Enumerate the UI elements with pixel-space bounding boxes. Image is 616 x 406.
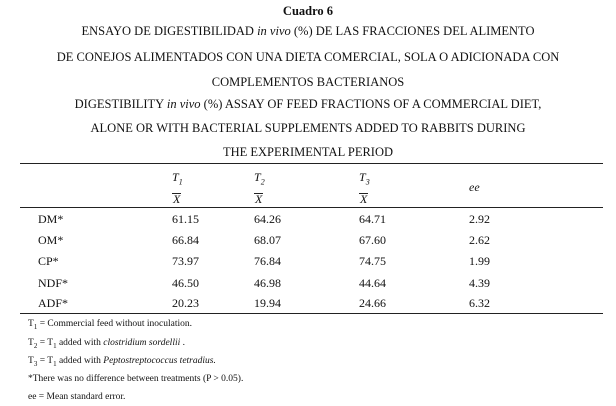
cell-om-t3: 67.60 (359, 233, 386, 247)
spanish-caption-line-2: DE CONEJOS ALIMENTADOS CON UNA DIETA COMERCIAL, SOLA O ADICIONADA CON (56, 50, 560, 64)
cell-dm-t2: 64.26 (254, 212, 281, 226)
table-top-rule (20, 163, 603, 164)
row-label-om: OM* (38, 233, 64, 247)
cell-dm-t3: 64.71 (359, 212, 386, 226)
cell-adf-t2: 19.94 (254, 296, 281, 310)
footnote-t2-mid: = T (37, 338, 54, 348)
cell-om-t1: 66.84 (172, 233, 199, 247)
cell-cp-t1: 73.97 (172, 254, 199, 268)
footnote-t3-text: added with (56, 356, 104, 366)
footnote-t3-sub: 3 (33, 359, 38, 368)
footnote-t2-text: added with (56, 338, 104, 348)
table-header-rule (20, 207, 603, 208)
xbar-t1-symbol: X (173, 192, 181, 206)
spanish-caption-line-1 (0, 24, 616, 39)
cell-cp-ee: 1.99 (469, 254, 490, 268)
footnote-t3 (28, 356, 216, 368)
footnote-t3-mid: = T (37, 356, 54, 366)
cell-cp-t3: 74.75 (359, 254, 386, 268)
xbar-t2 (254, 192, 263, 207)
footnote-t3-organism: Peptostreptococcus tetradius. (103, 356, 216, 366)
spanish-caption-in-vivo: in vivo (257, 24, 291, 38)
header-t2 (254, 170, 265, 186)
footnote-t1-text: = Commercial feed without inoculation. (37, 319, 192, 329)
xbar-t3-symbol: X (360, 192, 368, 206)
header-t1 (172, 170, 183, 186)
cell-dm-t1: 61.15 (172, 212, 199, 226)
cell-dm-ee: 2.92 (469, 212, 490, 226)
footnote-t2-sub: 2 (33, 341, 38, 350)
cell-cp-t2: 76.84 (254, 254, 281, 268)
english-caption-line-2: ALONE OR WITH BACTERIAL SUPPLEMENTS ADDED TO RABBITS DURING (90, 121, 526, 135)
header-t2-sub: 2 (260, 177, 265, 187)
footnote-t1-pre: T (28, 319, 34, 329)
header-t1-sub: 1 (178, 177, 183, 187)
table-title: Cuadro 6 (282, 4, 334, 18)
cell-ndf-ee: 4.39 (469, 276, 490, 290)
xbar-t1 (172, 192, 181, 207)
footnote-ee: ee = Mean standard error. (28, 392, 126, 402)
cell-ndf-t3: 44.64 (359, 276, 386, 290)
footnote-t2-pre: T (28, 338, 34, 348)
table-bottom-rule (20, 313, 603, 314)
cell-adf-t1: 20.23 (172, 296, 199, 310)
english-caption-in-vivo: in vivo (166, 97, 201, 111)
footnote-t3-pre: T (28, 356, 34, 366)
header-t1-main: T (172, 170, 179, 184)
english-caption-line-3: THE EXPERIMENTAL PERIOD (222, 145, 394, 159)
header-t2-main: T (254, 170, 261, 184)
footnote-t2 (28, 338, 185, 350)
xbar-t3 (359, 192, 368, 207)
english-caption-line-1-pre: DIGESTIBILITY (74, 97, 167, 111)
cell-ndf-t2: 46.98 (254, 276, 281, 290)
cell-om-ee: 2.62 (469, 233, 490, 247)
footnote-t1 (28, 319, 192, 331)
footnote-t2-organism: clostridium sordellii (103, 338, 181, 348)
footnote-t2-post: . (180, 338, 185, 348)
header-ee: ee (469, 180, 480, 194)
cell-om-t2: 68.07 (254, 233, 281, 247)
spanish-caption-line-1-post: (%) DE LAS FRACCIONES DEL ALIMENTO (290, 24, 535, 38)
header-t3 (359, 170, 370, 186)
cell-adf-ee: 6.32 (469, 296, 490, 310)
row-label-cp: CP* (38, 254, 59, 268)
footnote-t2-sub2: 1 (53, 341, 57, 350)
footnote-t3-sub2: 1 (53, 359, 57, 368)
row-label-ndf: NDF* (38, 276, 69, 290)
english-caption-line-1-post: (%) ASSAY OF FEED FRACTIONS OF A COMMERCIAL DIET, (200, 97, 542, 111)
row-label-dm: DM* (38, 212, 64, 226)
cell-adf-t3: 24.66 (359, 296, 386, 310)
cell-ndf-t1: 46.50 (172, 276, 199, 290)
spanish-caption-line-3: COMPLEMENTOS BACTERIANOS (211, 75, 405, 89)
spanish-caption-line-1-pre: ENSAYO DE DIGESTIBILIDAD (81, 24, 258, 38)
xbar-t2-symbol: X (255, 192, 263, 206)
footnote-t1-sub: 1 (33, 322, 38, 331)
row-label-adf: ADF* (38, 296, 69, 310)
header-t3-main: T (359, 170, 366, 184)
footnote-no-difference: *There was no difference between treatments (P > 0.05). (28, 374, 244, 384)
english-caption-line-1 (0, 97, 616, 112)
header-t3-sub: 3 (365, 177, 370, 187)
